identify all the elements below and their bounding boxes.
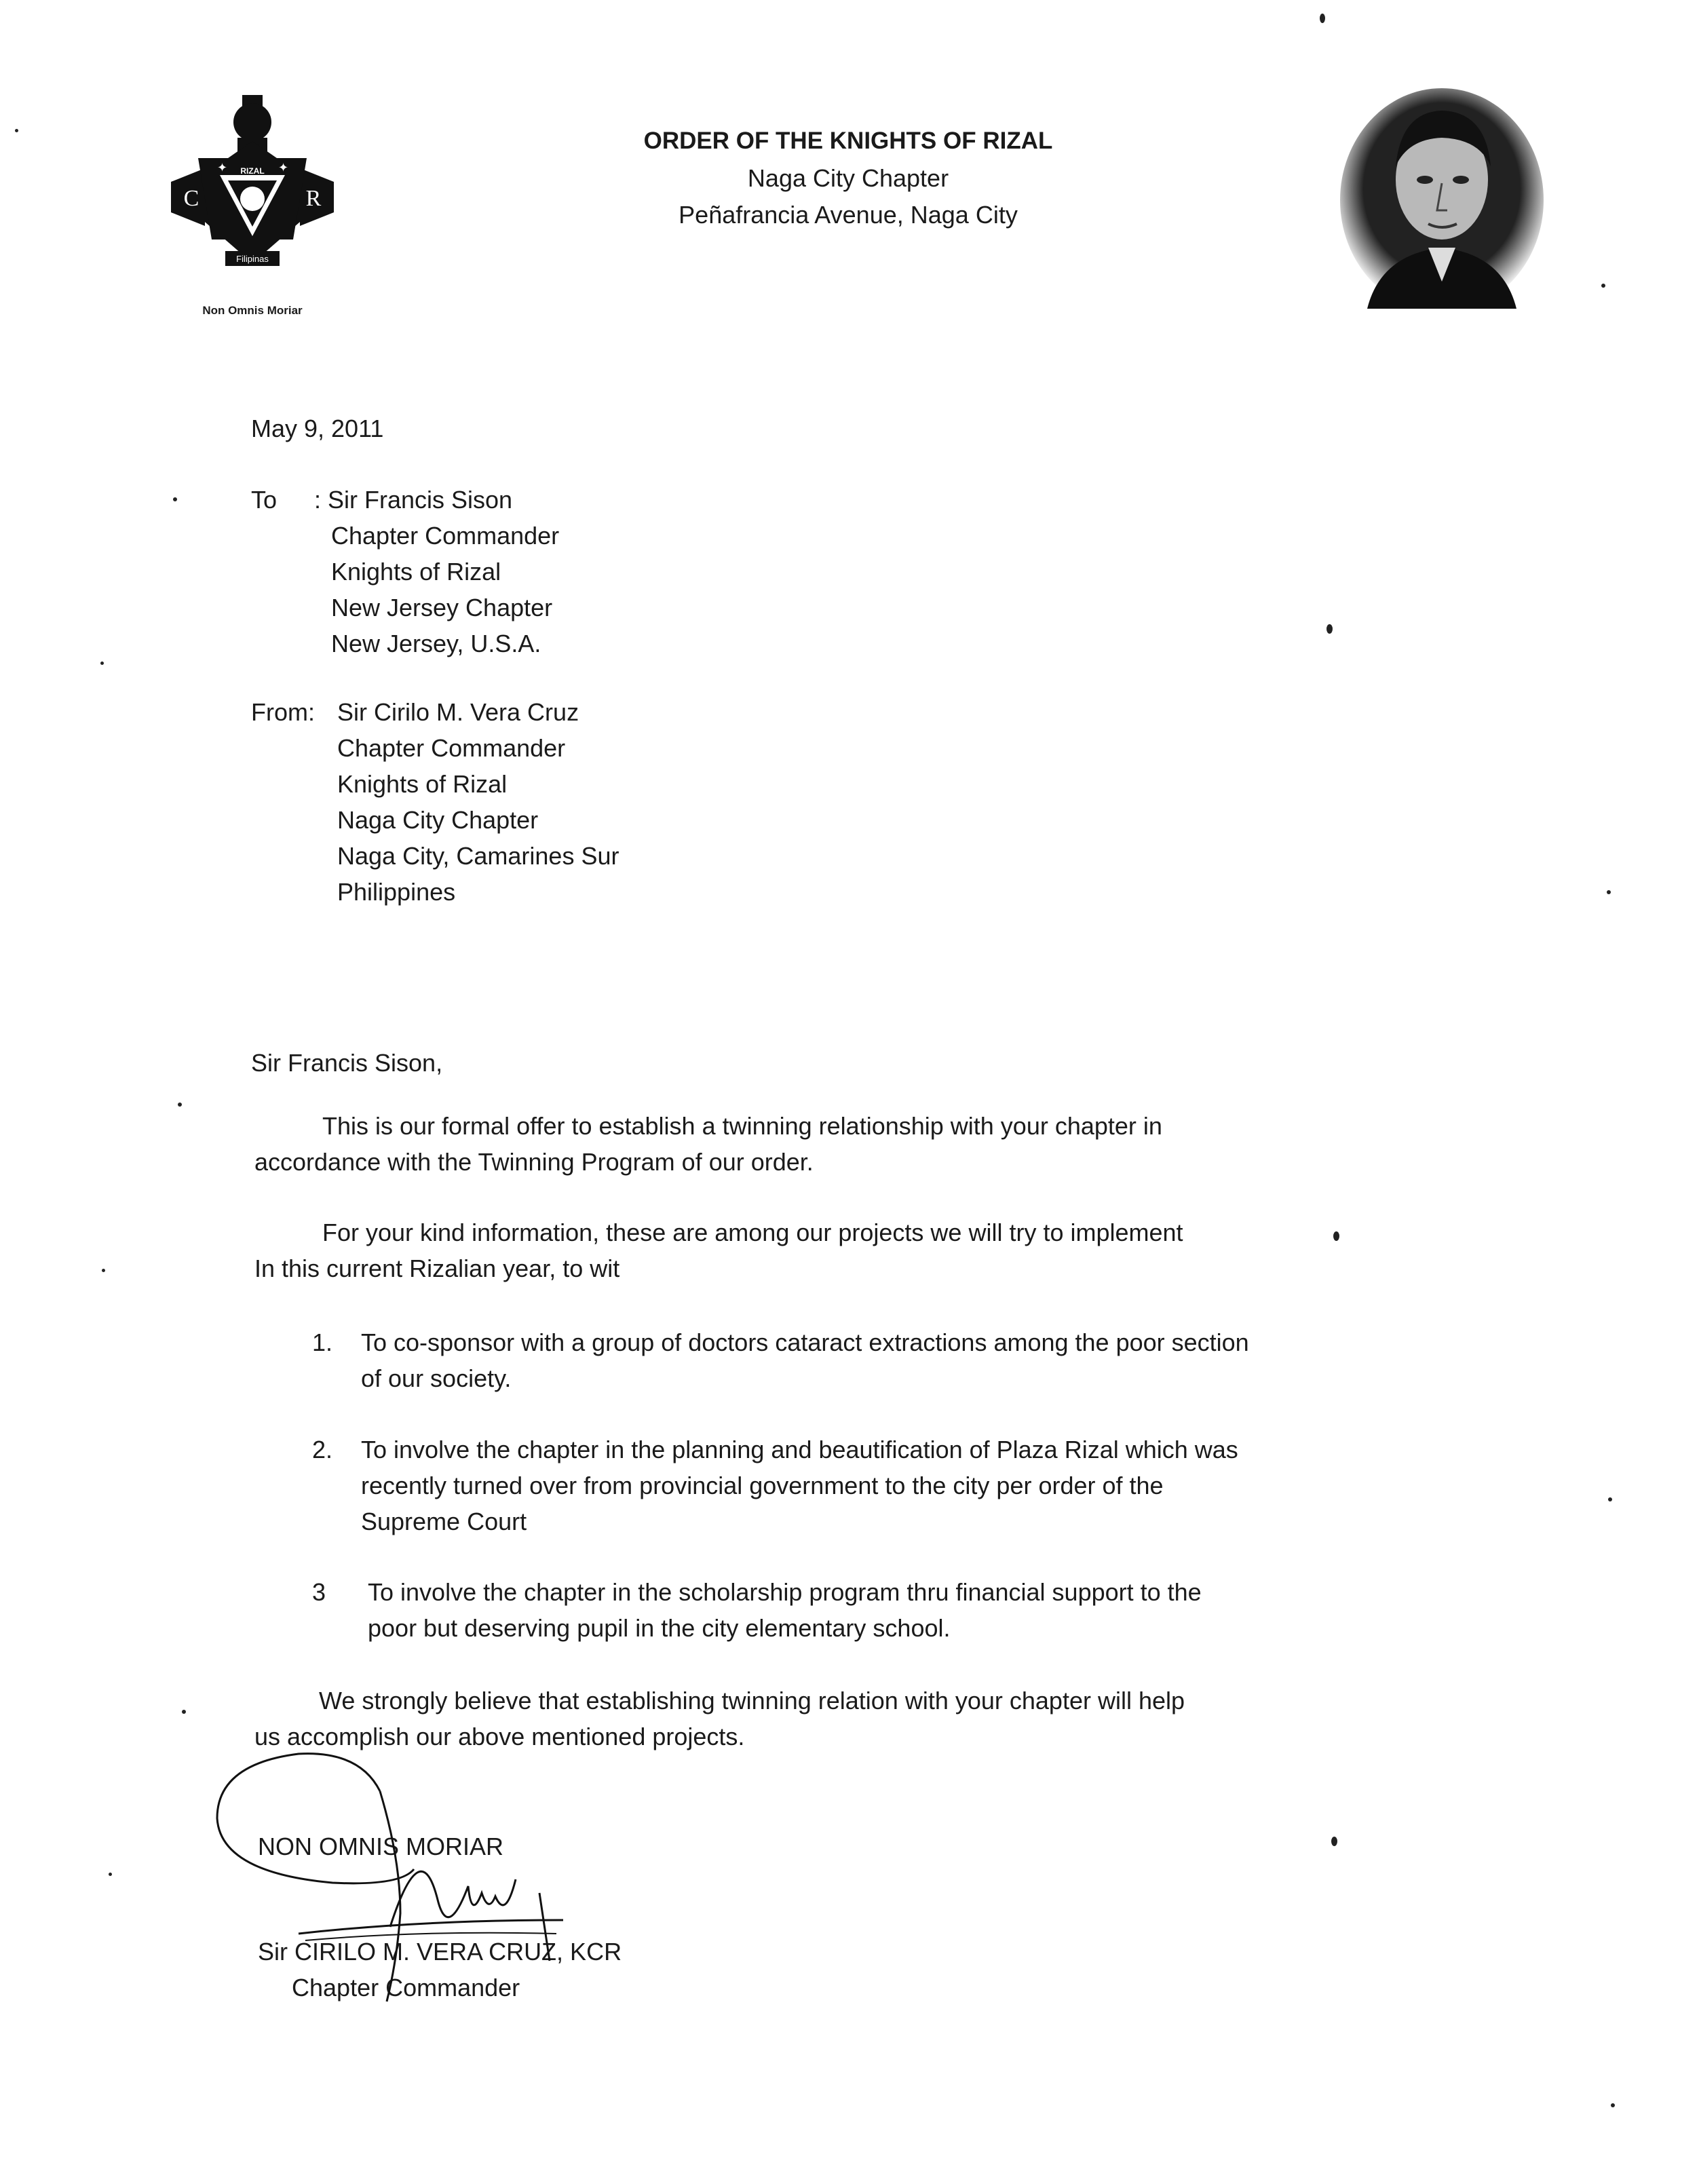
emblem-motto: Non Omnis Moriar: [202, 304, 303, 317]
svg-text:✦: ✦: [278, 161, 289, 174]
chapter-name: Naga City Chapter: [747, 164, 949, 192]
from-label: From:: [251, 698, 315, 726]
emblem-banner-text: Filipinas: [236, 254, 269, 264]
emblem-letter-r: R: [305, 186, 322, 211]
paragraph: [254, 1108, 1367, 1180]
recipient-block: [314, 482, 559, 662]
sender-line: Philippines: [337, 878, 456, 906]
paragraph-line: us accomplish our above mentioned projects.: [254, 1723, 745, 1750]
paragraph-line: accordance with the Twinning Program of our order.: [254, 1148, 814, 1176]
list-item-line: of our society.: [361, 1364, 512, 1392]
closing-motto: NON OMNIS MORIAR: [258, 1833, 504, 1860]
recipient-line: New Jersey Chapter: [331, 594, 553, 621]
handwritten-signature: [197, 1737, 638, 2022]
chapter-address: Peñafrancia Avenue, Naga City: [679, 201, 1018, 229]
salutation: Sir Francis Sison,: [251, 1049, 443, 1077]
signer-name: Sir CIRILO M. VERA CRUZ, KCR: [258, 1938, 622, 1966]
list-item-line: To co-sponsor with a group of doctors cataract extractions among the poor section: [361, 1328, 1249, 1356]
recipient-line: New Jersey, U.S.A.: [331, 630, 541, 657]
list-item-line: To involve the chapter in the planning and beautification of Plaza Rizal which was: [361, 1436, 1238, 1463]
paragraph-line: In this current Rizalian year, to wit: [254, 1254, 620, 1282]
emblem-letter-c: C: [183, 186, 199, 211]
list-item-number: 1.: [312, 1328, 333, 1356]
jose-rizal-portrait-icon: [1340, 85, 1544, 309]
sender-line: Naga City, Camarines Sur: [337, 842, 619, 870]
sender-line: Chapter Commander: [337, 734, 566, 762]
sender-line: Knights of Rizal: [337, 770, 508, 798]
svg-text:✦: ✦: [217, 161, 228, 174]
list-item-line: recently turned over from provincial government to the city per order of the: [361, 1472, 1164, 1499]
knights-of-rizal-emblem-icon: [157, 94, 347, 324]
emblem-rizal-text: RIZAL: [240, 166, 265, 176]
sender-line: Sir Cirilo M. Vera Cruz: [337, 698, 579, 726]
recipient-line: Chapter Commander: [331, 522, 560, 550]
list-item-line: To involve the chapter in the scholarship program thru financial support to the: [368, 1578, 1202, 1606]
organization-name: ORDER OF THE KNIGHTS OF RIZAL: [643, 128, 1053, 154]
sender-block: [337, 694, 619, 910]
paragraph-line: For your kind information, these are among our projects we will try to implement: [322, 1219, 1183, 1246]
list-item-line: Supreme Court: [361, 1508, 527, 1535]
list-item-number: 3: [312, 1578, 326, 1606]
recipient-line: Knights of Rizal: [331, 558, 501, 586]
letterhead: [611, 122, 1086, 233]
paragraph: [254, 1214, 1367, 1286]
list-item-number: 2.: [312, 1436, 333, 1463]
recipient-line: : Sir Francis Sison: [314, 486, 513, 514]
to-label: To: [251, 486, 278, 514]
list-item-line: poor but deserving pupil in the city elementary school.: [368, 1614, 951, 1642]
letter-date: May 9, 2011: [251, 415, 384, 442]
paragraph-line: This is our formal offer to establish a twinning relationship with your chapter in: [322, 1112, 1162, 1140]
signer-title: Chapter Commander: [292, 1974, 520, 2001]
paragraph-line: We strongly believe that establishing twinning relation with your chapter will help: [319, 1687, 1185, 1714]
sender-line: Naga City Chapter: [337, 806, 539, 834]
